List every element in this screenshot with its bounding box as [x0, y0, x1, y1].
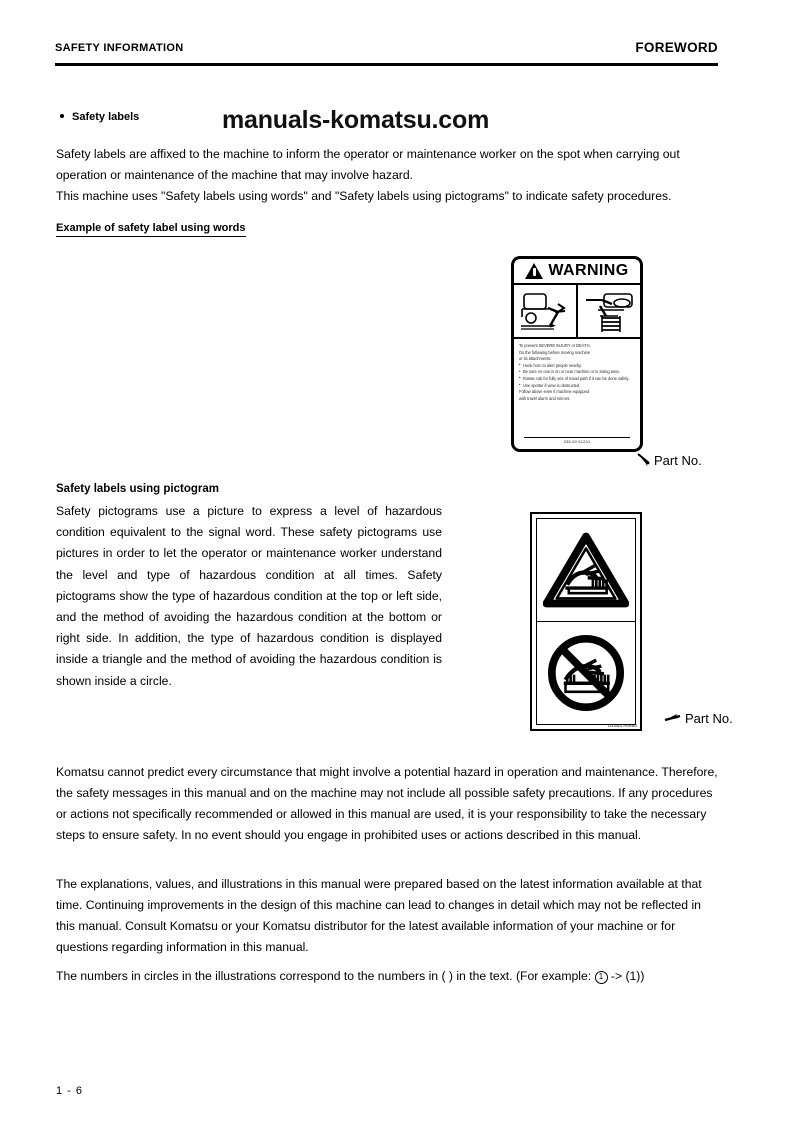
closing-paragraph-circles [56, 966, 736, 987]
warning-closing-line: Follow above even if machine equipped [519, 389, 590, 395]
header-section-title: SAFETY INFORMATION [55, 42, 184, 54]
circled-number-icon: 1 [595, 971, 608, 984]
safety-label-pictogram-illustration [530, 512, 642, 731]
warning-text-line: To prevent SEVERE INJURY or DEATH, [519, 343, 591, 348]
warning-signal-word: WARNING [548, 262, 629, 279]
warning-label-part-number: 238 00 51201 [563, 439, 591, 444]
warning-text-line: or its attachments: [519, 356, 552, 362]
warning-text-line: Do the following before moving machine [519, 349, 590, 355]
intro-paragraph [56, 144, 722, 207]
callout-label: Part No. [654, 453, 702, 468]
callout-label: Part No. [685, 711, 733, 726]
warning-triangle-icon [525, 263, 543, 279]
warning-partno-rule [524, 437, 630, 438]
intro-line-1: Safety labels are affixed to the machine to inform the operator or maintenance worker on the spot when carrying out operation or maintenance of the machine that may involve hazard. [56, 147, 680, 182]
section-label-example-words: Example of safety label using words [56, 222, 246, 237]
circles-suffix: -> (1)) [607, 969, 645, 983]
bullet-dot-icon [60, 114, 64, 118]
warning-banner [514, 259, 640, 285]
bullet-heading-label: Safety labels [72, 111, 140, 123]
pictogram-prohibition-cell [537, 622, 635, 724]
closing-paragraph-komatsu: Komatsu cannot predict every circumstance that might involve a potential hazard in operation and maintenance. Therefore, the safety messages in this manual and on the machine may not include all possible safety precautions. If any procedures or actions not specifically recommended or allowed in this manual are used, it is your responsibility to take the necessary steps to ensure safety. In no event should you engage in prohibited uses or actions described in this manual. [56, 765, 718, 842]
page-number-footer: 1 - 6 [56, 1085, 84, 1097]
arrow-icon [664, 711, 684, 728]
warning-bullet-item: • Be sure no one is on or near machine or in swing area. [519, 369, 635, 376]
pictogram-label-part-number: D1653 A0660 [608, 723, 637, 728]
intro-line-2: This machine uses "Safety labels using words" and "Safety labels using pictograms" to indicate safety procedures. [56, 189, 672, 203]
page-header [55, 42, 718, 64]
pictogram-section-body: Safety pictograms use a picture to express a level of hazardous condition equivalent to the signal word. These safety pictograms use pictures in order to let the operator or maintenance worker understand the level and type of hazardous condition at all times. Safety pictograms show the type of hazardous condition at the top or left side, and the method of avoiding the hazardous condition at the bottom or right side. In addition, the type of hazardous condition is displayed inside a triangle and the method of avoiding the hazardous condition is shown inside a circle. [56, 504, 442, 688]
warning-pictogram-row [514, 285, 640, 339]
warning-bullet-item: • Honk horn to alert people nearby. [519, 363, 635, 370]
callout-part-no-pictogram [664, 711, 733, 728]
crush-hazard-triangle-icon [543, 531, 629, 609]
no-hands-prohibition-icon [543, 632, 629, 714]
pictogram-section-heading: Safety labels using pictogram [56, 483, 219, 495]
circles-prefix: The numbers in circles in the illustrations correspond to the numbers in ( ) in the text. (For example: [56, 969, 595, 983]
callout-part-no-words [637, 453, 702, 470]
bullet-heading-safety-labels [60, 111, 139, 123]
pictogram-machine-person-icon [514, 285, 576, 337]
header-chapter-title: FOREWORD [635, 40, 718, 55]
pictogram-hazard-triangle-cell [537, 519, 635, 622]
closing-paragraph-latest-info: The explanations, values, and illustrations in this manual were prepared based on the latest information available at that time. Continuing improvements in the design of this machine can lead to changes in detail which may not be reflected in this manual. Consult Komatsu or your Komatsu distributor for the latest available information of your machine or for questions regarding information in this manual. [56, 877, 702, 954]
warning-label-text-block [514, 339, 640, 402]
safety-label-words-illustration [511, 256, 643, 452]
watermark-text: manuals-komatsu.com [222, 106, 490, 134]
header-divider [55, 63, 718, 66]
warning-bullet-item: • Use spotter if view is obstructed. [519, 383, 635, 390]
warning-bullet-item: • Rotate cab for fully see of travel path if it can be done safely. [519, 376, 635, 383]
warning-closing-line: with travel alarm and mirrors. [519, 395, 571, 401]
arrow-icon [637, 453, 653, 470]
pictogram-person-ladder-icon [576, 285, 640, 337]
